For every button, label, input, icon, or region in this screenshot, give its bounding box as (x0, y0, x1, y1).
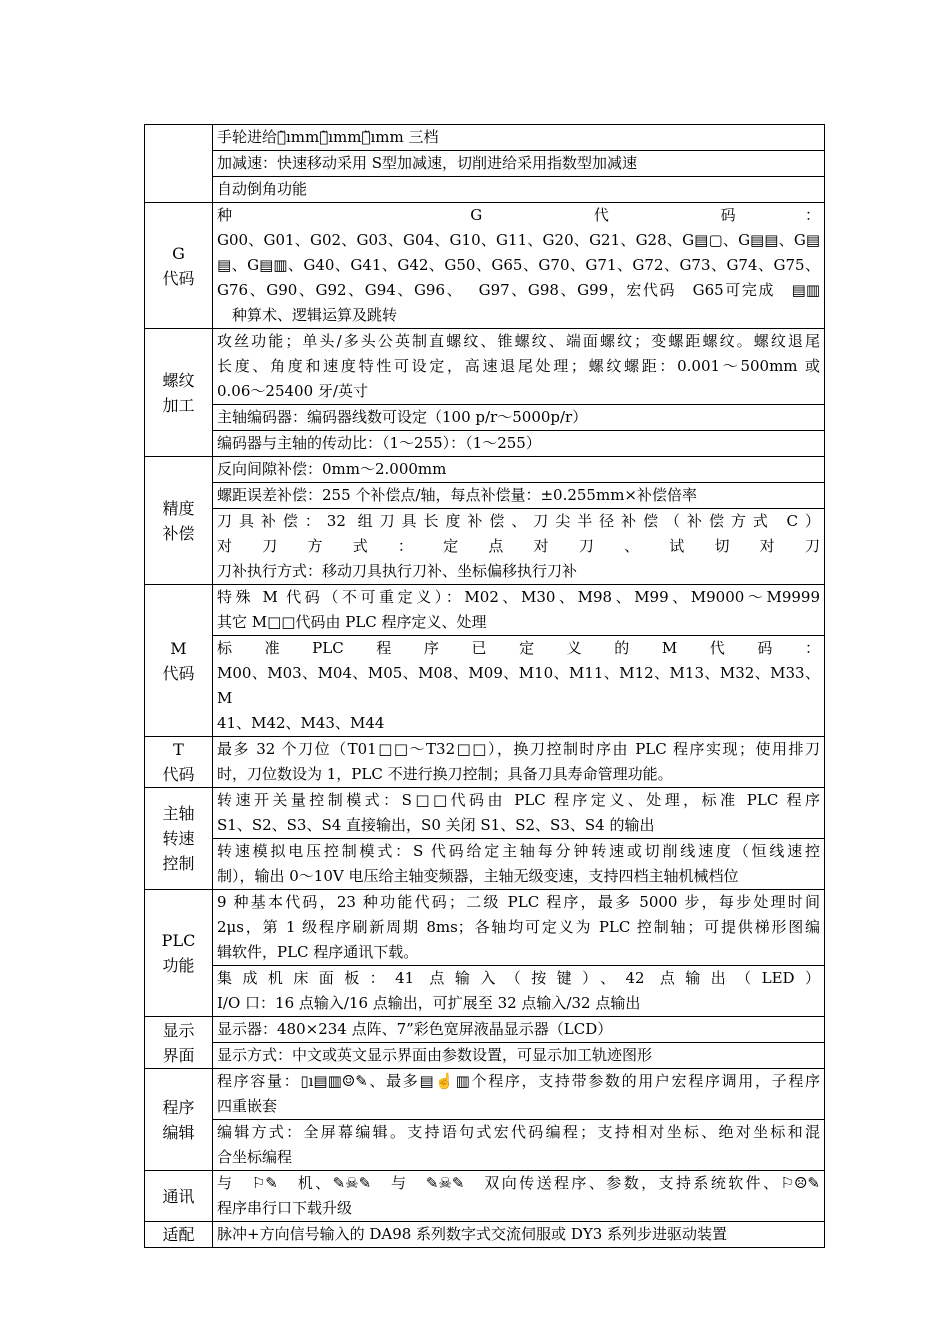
description-line: 41、M42、M43、M44 (217, 714, 385, 732)
description-cell (213, 177, 825, 203)
description-cell (213, 483, 825, 509)
description-cell (213, 203, 825, 329)
category-cell: 显示 界面 (145, 1017, 213, 1069)
spec-row (145, 1120, 825, 1171)
description-line: 最多 32 个刀位（T01□□～T32□□），换刀控制时序由 PLC 程序实现；使用排刀 (217, 740, 820, 758)
description-line: 长度、角度和速度特性可设定，高速退尾处理；螺纹螺距：0.001～500mm 或 (217, 357, 820, 375)
description-line: 反向间隙补偿：0mm～2.000mm (217, 460, 447, 478)
description-cell (213, 1222, 825, 1248)
category-cell (145, 125, 213, 203)
description-line: G76、G90、G92、G94、G96、 G97、G98、G99，宏代码 G65可完成 ▤▥ (217, 281, 820, 299)
description-line: 种算术、逻辑运算及跳转 (217, 306, 398, 324)
spec-row (145, 125, 825, 151)
description-line: 0.06～25400 牙/英寸 (217, 382, 368, 400)
spec-row (145, 1017, 825, 1043)
spec-row (145, 177, 825, 203)
description-line: 集成机床面板：41 点输入（按键）、42 点输出（LED） (217, 969, 820, 987)
category-cell: 程序 编辑 (145, 1069, 213, 1171)
description-cell (213, 151, 825, 177)
spec-row (145, 1069, 825, 1120)
category-cell: M 代码 (145, 585, 213, 737)
description-line: 与 ⚐✎ 机、✎☠✎ 与 ✎☠✎ 双向传送程序、参数，支持系统软件、⚐☹✎ (217, 1174, 820, 1192)
spec-row (145, 203, 825, 329)
description-cell (213, 839, 825, 890)
category-cell: 主轴 转速 控制 (145, 788, 213, 890)
description-line: 标 准 PLC 程 序 已 定 义 的 M 代 码 ： (217, 639, 820, 657)
spec-row (145, 1043, 825, 1069)
description-cell (213, 1069, 825, 1120)
description-cell (213, 585, 825, 636)
description-line: 自动倒角功能 (217, 180, 308, 198)
spec-row (145, 636, 825, 737)
description-line: 时，刀位数设为 1，PLC 不进行换刀控制；具备刀具寿命管理功能。 (217, 765, 673, 783)
category-cell: T 代码 (145, 737, 213, 788)
spec-row (145, 966, 825, 1017)
description-line: 9 种基本代码，23 种功能代码；二级 PLC 程序，最多 5000 步，每步处理时间 (217, 893, 820, 911)
description-cell (213, 737, 825, 788)
description-cell (213, 405, 825, 431)
category-cell: 通讯 (145, 1171, 213, 1222)
description-line: 辑软件，PLC 程序通讯下载。 (217, 943, 419, 961)
spec-row (145, 509, 825, 585)
spec-row (145, 890, 825, 966)
spec-row (145, 1222, 825, 1248)
description-cell (213, 125, 825, 151)
description-cell (213, 1171, 825, 1222)
description-cell (213, 457, 825, 483)
description-line: 种 G 代 码 ： (217, 206, 820, 224)
description-cell (213, 1017, 825, 1043)
spec-row (145, 788, 825, 839)
spec-row (145, 483, 825, 509)
category-cell: 螺纹 加工 (145, 329, 213, 457)
description-line: 主轴编码器：编码器线数可设定（100 p/r～5000p/r） (217, 408, 588, 426)
description-line: 加减速：快速移动采用 S型加减速，切削进给采用指数型加减速 (217, 154, 638, 172)
description-line: 转速开关量控制模式：S□□代码由 PLC 程序定义、处理，标准 PLC 程序 (217, 791, 820, 809)
spec-row (145, 457, 825, 483)
description-cell (213, 1120, 825, 1171)
description-cell (213, 636, 825, 737)
description-line: 制），输出 0～10V 电压给主轴变频器，主轴无级变速，支持四档主轴机械档位 (217, 867, 739, 885)
description-line: 转速模拟电压控制模式：S 代码给定主轴每分钟转速或切削线速度（恒线速控 (217, 842, 820, 860)
description-line: 螺距误差补偿：255 个补偿点/轴，每点补偿量：±0.255mm×补偿倍率 (217, 486, 697, 504)
category-cell: PLC 功能 (145, 890, 213, 1017)
description-line: 对刀方式：定点对刀、试切对刀 (217, 537, 820, 555)
description-line: G00、G01、G02、G03、G04、G10、G11、G20、G21、G28、G▤▢、G▤▤、G▤ (217, 231, 820, 249)
spec-row (145, 329, 825, 405)
description-line: 四重嵌套 (217, 1097, 278, 1115)
description-line: 其它 M□□代码由 PLC 程序定义、处理 (217, 613, 487, 631)
category-cell: 适配 (145, 1222, 213, 1248)
description-cell (213, 788, 825, 839)
description-line: 刀补执行方式：移动刀具执行刀补、坐标偏移执行刀补 (217, 562, 578, 580)
spec-row (145, 737, 825, 788)
description-line: 程序串行口下载升级 (217, 1199, 353, 1217)
category-cell: G 代码 (145, 203, 213, 329)
spec-table-body (145, 125, 825, 1248)
description-cell (213, 890, 825, 966)
description-line: 合坐标编程 (217, 1148, 293, 1166)
description-line: M00、M03、M04、M05、M08、M09、M10、M11、M12、M13、M32、M33、M (217, 664, 820, 707)
description-line: 手轮进给：̃ımm、̃ımm、̃ımm 三档 (217, 128, 439, 146)
spec-row (145, 151, 825, 177)
spec-row (145, 585, 825, 636)
spec-row (145, 431, 825, 457)
description-line: I/O 口：16 点输入/16 点输出，可扩展至 32 点输入/32 点输出 (217, 994, 641, 1012)
spec-row (145, 405, 825, 431)
description-line: S1、S2、S3、S4 直接输出，S0 关闭 S1、S2、S3、S4 的输出 (217, 816, 655, 834)
description-line: 刀具补偿：32 组刀具长度补偿、刀尖半径补偿（补偿方式 C） (217, 512, 820, 530)
description-line: 显示器：480×234 点阵、7”彩色宽屏液晶显示器（LCD） (217, 1020, 613, 1038)
spec-table (144, 124, 825, 1248)
description-cell (213, 509, 825, 585)
description-line: 2μs，第 1 级程序刷新周期 8ms；各轴均可定义为 PLC 控制轴；可提供梯形图编 (217, 918, 820, 936)
category-cell: 精度 补偿 (145, 457, 213, 585)
description-cell (213, 966, 825, 1017)
description-line: 脉冲+方向信号输入的 DA98 系列数字式交流伺服或 DY3 系列步进驱动装置 (217, 1225, 728, 1243)
description-line: 程序容量：▯ı▤▥☺✎、最多▤☝▥个程序，支持带参数的用户宏程序调用，子程序 (217, 1072, 820, 1090)
description-cell (213, 329, 825, 405)
description-line: 编辑方式：全屏幕编辑。支持语句式宏代码编程；支持相对坐标、绝对坐标和混 (217, 1123, 820, 1141)
spec-row (145, 839, 825, 890)
description-cell (213, 1043, 825, 1069)
spec-row (145, 1171, 825, 1222)
description-line: 显示方式：中文或英文显示界面由参数设置，可显示加工轨迹图形 (217, 1046, 653, 1064)
description-line: 攻丝功能；单头/多头公英制直螺纹、锥螺纹、端面螺纹；变螺距螺纹。螺纹退尾 (217, 332, 820, 350)
description-cell (213, 431, 825, 457)
description-line: 编码器与主轴的传动比：（1～255）：（1～255） (217, 434, 541, 452)
description-line: ▤、G▤▥、G40、G41、G42、G50、G65、G70、G71、G72、G73、G74、G75、 (217, 256, 820, 274)
description-line: 特殊 M 代码（不可重定义）：M02、M30、M98、M99、M9000～M9999 (217, 588, 820, 606)
